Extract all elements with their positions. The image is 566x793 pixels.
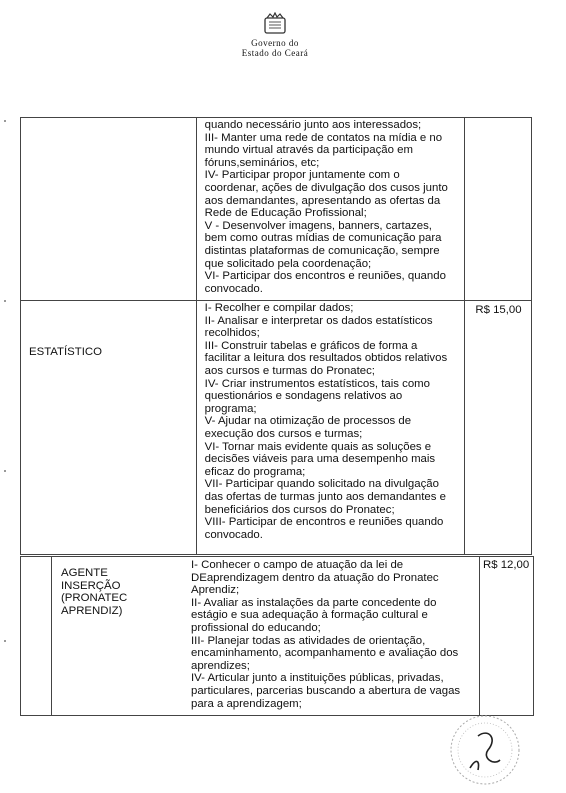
duty-line: facilitar a leitura dos resultados obtidos relativos bbox=[204, 352, 448, 365]
duty-line: Aprendiz; bbox=[191, 584, 240, 597]
duty-line: III- Manter uma rede de contatos na mídia e no bbox=[204, 131, 443, 144]
duty-line: convocado. bbox=[204, 528, 263, 541]
duties-list bbox=[197, 301, 465, 543]
duty-line: III- Construir tabelas e gráficos de forma a bbox=[204, 339, 418, 352]
role-line: APRENDIZ) bbox=[61, 604, 123, 617]
role-line: INSERÇÃO bbox=[61, 579, 121, 592]
role-cell bbox=[21, 118, 197, 301]
signature-stamp-icon bbox=[440, 708, 530, 788]
duty-line: II- Avaliar as instalações da parte concedente do bbox=[191, 596, 437, 609]
letterhead-line1: Governo do bbox=[251, 38, 299, 48]
duty-line: aprendizes; bbox=[191, 659, 250, 672]
role-line: (PRONATEC bbox=[61, 592, 128, 605]
duty-line: estágio e sua adequação à formação cultural e bbox=[191, 609, 428, 622]
table-row-agente bbox=[20, 556, 534, 716]
role-title: ESTATÍSTICO bbox=[29, 346, 102, 358]
margin-dot bbox=[4, 120, 6, 122]
duty-line: questionários e sondagens relativos ao bbox=[204, 390, 403, 403]
value-cell bbox=[465, 301, 532, 555]
table-row bbox=[21, 118, 532, 301]
duties-cell bbox=[196, 301, 465, 555]
duty-line: particulares, parcerias buscando a abertura de vagas bbox=[191, 684, 461, 697]
duty-line: I- Conhecer o campo de atuação da lei de bbox=[191, 559, 404, 571]
duties-table bbox=[20, 117, 532, 555]
role-title bbox=[61, 567, 127, 617]
duty-line: decisões viáveis para uma desempenho mais bbox=[204, 453, 436, 466]
duty-line: I- Recolher e compilar dados; bbox=[204, 302, 354, 314]
duty-line: quando necessário junto aos interessados; bbox=[204, 119, 422, 131]
duty-line: IV- Participar propor juntamente com o bbox=[204, 169, 400, 182]
column-divider bbox=[51, 557, 52, 715]
duty-line: recolhidos; bbox=[204, 327, 260, 340]
duty-line: IV- Criar instrumentos estatísticos, tais como bbox=[204, 377, 431, 390]
duty-line: profissional do educando; bbox=[191, 621, 321, 634]
duty-line: II- Analisar e interpretar os dados estatísticos bbox=[204, 314, 433, 327]
state-seal-icon bbox=[262, 12, 288, 36]
duty-line: bem como outras mídias de comunicação para bbox=[204, 232, 442, 245]
duty-line: fóruns,seminários, etc; bbox=[204, 156, 320, 169]
duties-cell bbox=[196, 118, 465, 301]
duty-line: distintas plataformas de comunicação, sempre bbox=[204, 244, 440, 257]
duties-list bbox=[197, 118, 465, 297]
duty-line: execução dos cursos e turmas; bbox=[204, 427, 363, 440]
margin-dot bbox=[4, 640, 6, 642]
duty-line: aos demandantes, apresentando as ofertas da bbox=[204, 194, 441, 207]
value-cell bbox=[465, 118, 532, 301]
duty-line: DEaprendizagem dentro da atuação do Pronatec bbox=[191, 571, 439, 584]
duty-line: V - Desenvolver imagens, banners, cartazes, bbox=[204, 219, 432, 232]
duty-line: programa; bbox=[204, 402, 257, 415]
margin-dot bbox=[4, 470, 6, 472]
duty-line: V- Ajudar na otimização de processos de bbox=[204, 415, 412, 428]
duty-line: encaminhamento, acompanhamento e avaliação dos bbox=[191, 647, 459, 660]
duty-line: aos cursos e turmas do Pronatec; bbox=[204, 364, 375, 377]
payment-value: R$ 15,00 bbox=[475, 304, 522, 316]
duty-line: VI- Tornar mais evidente quais as soluções e bbox=[204, 440, 432, 453]
margin-dot bbox=[4, 300, 6, 302]
duty-line: VII- Participar quando solicitado na divulgação bbox=[204, 478, 439, 491]
letterhead-line2: Estado do Ceará bbox=[241, 48, 309, 58]
table-row bbox=[21, 301, 532, 555]
duty-line: III- Planejar todas as atividades de orientação, bbox=[191, 634, 426, 647]
duty-line: mundo virtual através da participação em bbox=[204, 144, 413, 157]
duty-line: Rede de Educação Profissional; bbox=[204, 207, 367, 220]
duty-line: das ofertas de turmas junto aos demandantes e bbox=[204, 490, 446, 503]
role-line: AGENTE bbox=[61, 567, 108, 579]
role-cell bbox=[21, 301, 197, 555]
duty-line: beneficiários dos cursos do Pronatec; bbox=[204, 503, 395, 516]
payment-value: R$ 12,00 bbox=[483, 559, 530, 571]
duty-line: VI- Participar dos encontros e reuniões, quando bbox=[204, 270, 446, 283]
duty-line: eficaz do programa; bbox=[204, 465, 306, 478]
letterhead bbox=[200, 12, 350, 58]
duty-line: que solicitado pela coordenação; bbox=[204, 257, 372, 270]
duty-line: IV- Articular junto a instituições públicas, privadas, bbox=[191, 672, 444, 685]
duty-line: convocado. bbox=[204, 282, 263, 295]
duties-list bbox=[191, 559, 483, 710]
duty-line: VIII- Participar de encontros e reuniões quando bbox=[204, 516, 444, 529]
duty-line: coordenar, ações de divulgação dos cusos junto bbox=[204, 181, 448, 194]
duty-line: para a aprendizagem; bbox=[191, 697, 302, 710]
